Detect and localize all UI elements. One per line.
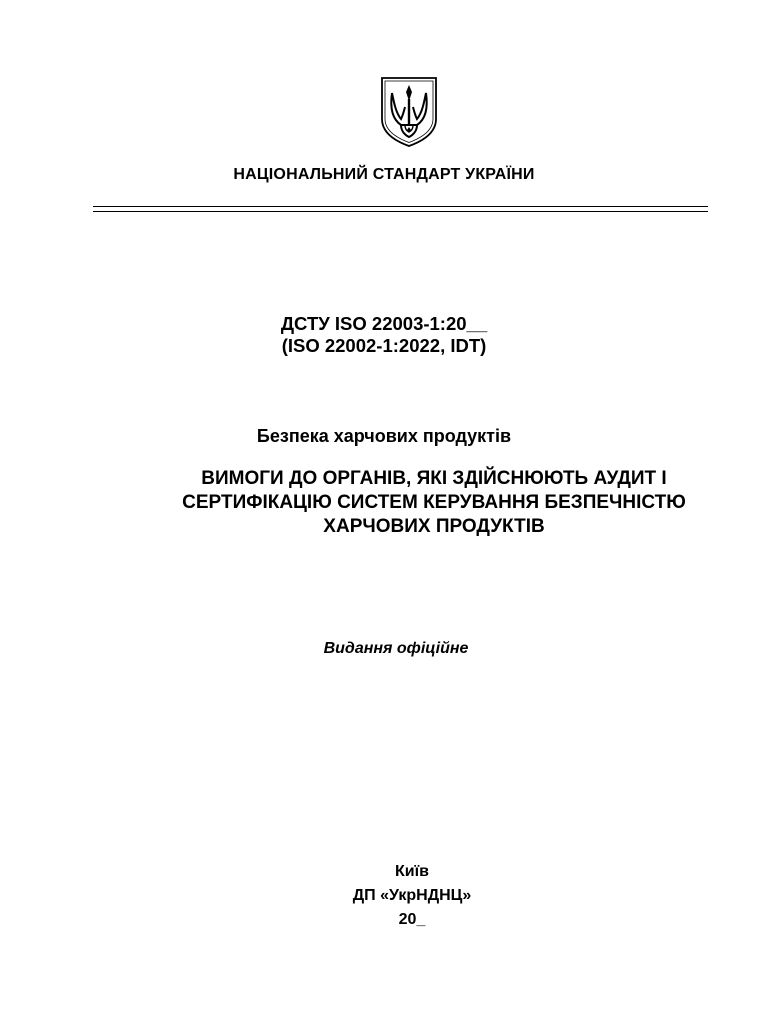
header-rule-bottom: [93, 211, 708, 212]
title-line-3: ХАРЧОВИХ ПРОДУКТІВ: [323, 516, 545, 537]
imprint: [28, 860, 768, 932]
standard-designation: [0, 313, 768, 357]
title-line-1: ВИМОГИ ДО ОРГАНІВ, ЯКІ ЗДІЙСНЮЮТЬ АУДИТ І: [201, 468, 667, 489]
imprint-city: Київ: [395, 863, 429, 880]
standard-title: [150, 467, 718, 539]
national-standard-heading: НАЦІОНАЛЬНИЙ СТАНДАРТ УКРАЇНИ: [233, 166, 535, 183]
imprint-publisher: ДП «УкрНДНЦ»: [352, 887, 472, 904]
header-rule-top: [93, 206, 708, 207]
standard-subject: Безпека харчових продуктів: [256, 426, 512, 446]
standard-equivalence: (ISO 22002-1:2022, IDT): [281, 335, 487, 356]
title-line-2: СЕРТИФІКАЦІЮ СИСТЕМ КЕРУВАННЯ БЕЗПЕЧНІСТЮ: [182, 492, 686, 513]
trident-emblem-icon: [379, 75, 439, 147]
standard-code: ДСТУ ISO 22003-1:20__: [280, 313, 488, 334]
imprint-year: 20_: [398, 911, 426, 928]
official-edition-label: Видання офіційне: [323, 640, 469, 657]
